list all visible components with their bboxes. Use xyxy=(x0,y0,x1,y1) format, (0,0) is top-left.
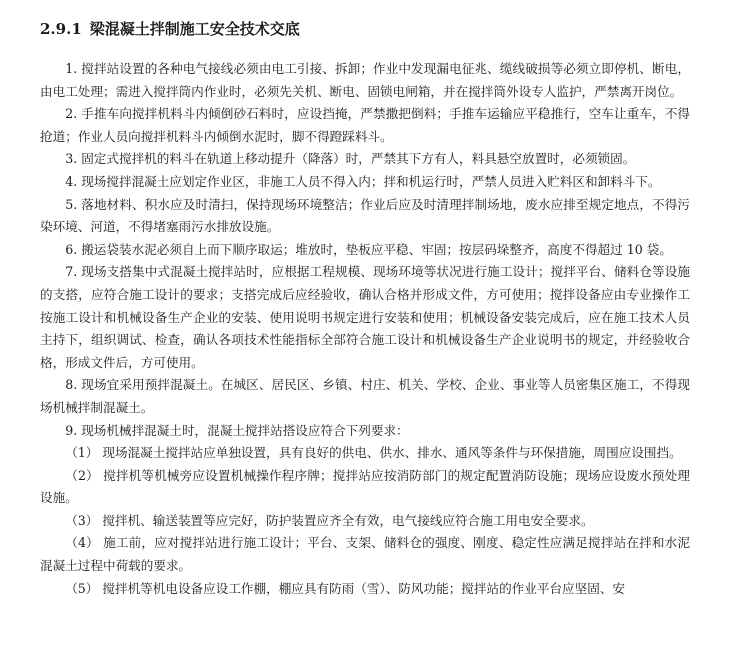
paragraph-8: 8. 现场宜采用预拌混凝土。在城区、居民区、乡镇、村庄、机关、学校、企业、事业等人员密集区施工，不得现场机械拌制混凝土。 xyxy=(40,377,690,415)
paragraph-4: 4. 现场搅拌混凝土应划定作业区，非施工人员不得入内；拌和机运行时，严禁人员进入贮料区和卸料斗下。 xyxy=(65,173,661,189)
sub-item-3: （3） 搅拌机、输送装置等应完好，防护装置应齐全有效，电气接线应符合施工用电安全要求。 xyxy=(65,512,594,528)
section-title: 梁混凝土拌制施工安全技术交底 xyxy=(89,20,300,38)
paragraph-3: 3. 固定式搅拌机的料斗在轨道上移动提升（降落）时，严禁其下方有人，料具悬空放置时，必须锁固。 xyxy=(65,151,636,167)
paragraph-6: 6. 搬运袋装水泥必须自上而下顺序取运；堆放时，垫板应平稳、牢固；按层码垛整齐，高度不得超过 10 袋。 xyxy=(65,241,672,257)
paragraph-7: 7. 现场支搭集中式混凝土搅拌站时，应根据工程规模、现场环境等状况进行施工设计；搅拌平台、储料仓等设施的支搭，应符合施工设计的要求；支搭完成后应经验收，确认合格并形成文件，方可使用；搅拌设备应由专业操作工按施工设计和机械设备生产企业的安装、使用说明书规定进行安装和使用；机械设备安装完成后，应在施工技术人员主持下，组织调试、检查，确认各项技术性能指标全部符合施工设计和机械设备生产企业说明书的规定，并经验收合格，形成文件后，方可使用。 xyxy=(40,264,690,370)
paragraph-5: 5. 落地材料、积水应及时清扫，保持现场环境整洁；作业后应及时清理拌制场地，废水应排至规定地点，不得污染环境、河道，不得堵塞雨污水排放设施。 xyxy=(40,196,690,235)
paragraph-9: 9. 现场机械拌混凝土时，混凝土搅拌站搭设应符合下列要求： xyxy=(65,422,409,438)
sub-item-5: （5） 搅拌机等机电设备应设工作棚，棚应具有防雨（雪）、防风功能；搅拌站的作业平台应坚固、安 xyxy=(65,580,626,596)
paragraph-2: 2. 手推车向搅拌机料斗内倾倒砂石料时，应设挡掩，严禁撒把倒料；手推车运输应平稳推行，空车让重车，不得抢道；作业人员向搅拌机料斗内倾倒水泥时，脚不得蹬踩料斗。 xyxy=(40,106,690,144)
sub-item-1: （1） 现场混凝土搅拌站应单独设置，具有良好的供电、供水、排水、通风等条件与环保措施，周围应设围挡。 xyxy=(65,445,682,461)
section-heading xyxy=(40,18,300,39)
paragraph-1: 1. 搅拌站设置的各种电气接线必须由电工引接、拆卸；作业中发现漏电征兆、缆线破损等必须立即停机、断电，由电工处理；需进入搅拌筒内作业时，必须先关机、断电、固锁电闸箱，并在搅拌筒外设专人监护，严禁离开岗位。 xyxy=(40,61,690,99)
document-body xyxy=(40,58,690,600)
section-number: 2.9.1 xyxy=(40,20,82,38)
sub-item-2: （2） 搅拌机等机械旁应设置机械操作程序牌；搅拌站应按消防部门的规定配置消防设施；现场应设废水预处理设施。 xyxy=(40,467,690,506)
sub-item-4: （4） 施工前，应对搅拌站进行施工设计；平台、支架、储料仓的强度、刚度、稳定性应满足搅拌站在拌和水泥混凝土过程中荷载的要求。 xyxy=(40,535,690,574)
